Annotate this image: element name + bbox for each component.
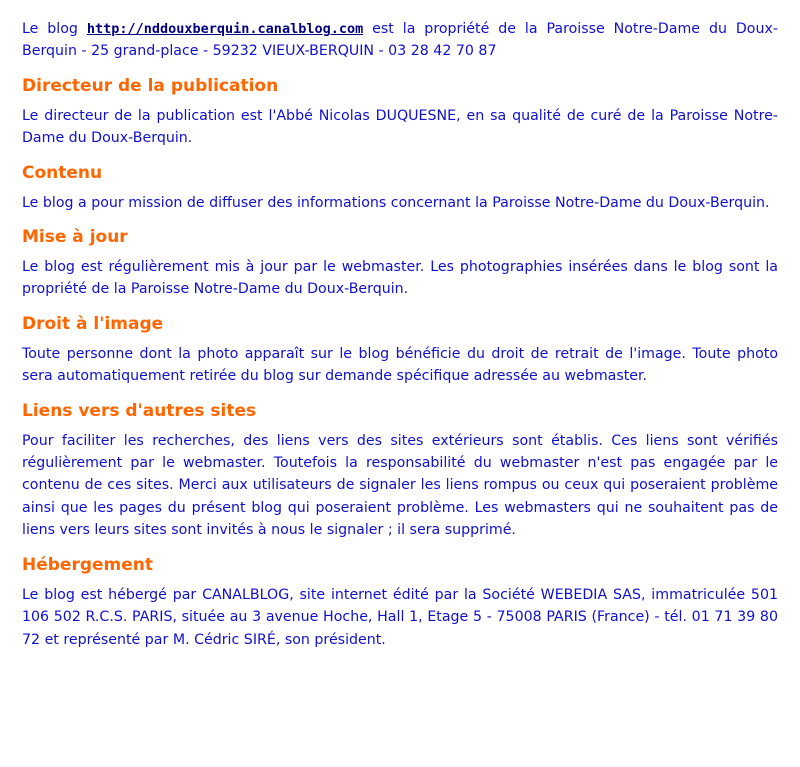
text-droit-image: Toute personne dont la photo apparaît sur le blog bénéficie du droit de retrait de l'image. Toute photo sera automatiquement retirée du blog sur demande spécifique adressée au webmaster. xyxy=(22,345,778,385)
intro-paragraph xyxy=(22,18,778,63)
heading-contenu: Contenu xyxy=(22,162,103,183)
intro-prefix: Le blog xyxy=(22,21,87,37)
intro-suffix: est la propriété de la Paroisse Notre-Dame du Doux-Berquin - 25 grand-place - 59232 VIEUX-BERQUIN - 03 28 42 70 87 xyxy=(22,21,778,60)
heading-mise-a-jour: Mise à jour xyxy=(22,227,128,248)
text-mise-a-jour: Le blog est régulièrement mis à jour par le webmaster. Les photographies insérées dans le blog sont la propriété de la Paroisse Notre-Dame du Doux-Berquin. xyxy=(22,259,778,298)
heading-directeur-publication: Directeur de la publication xyxy=(22,75,279,96)
heading-hebergement: Hébergement xyxy=(22,554,154,575)
heading-liens-autres-sites: Liens vers d'autres sites xyxy=(22,400,257,421)
blog-url-link[interactable]: http://nddouxberquin.canalblog.com xyxy=(86,21,364,37)
text-contenu: Le blog a pour mission de diffuser des informations concernant la Paroisse Notre-Dame du Doux-Berquin. xyxy=(22,194,770,211)
text-hebergement: Le blog est hébergé par CANALBLOG, site internet édité par la Société WEBEDIA SAS, immatriculée 501 106 502 R.C.S. PARIS, située au 3 avenue Hoche, Hall 1, Etage 5 - 75008 PARIS (France) - tél. 01 71 39 80 72 et représenté par M. Cédric SIRÉ, son président. xyxy=(22,586,778,648)
text-liens-autres-sites: Pour faciliter les recherches, des liens vers des sites extérieurs sont établis. Ces liens sont vérifiés régulièrement par le webmaster. Toutefois la responsabilité du webmaster n'est pas engagée par le contenu de ces sites. Merci aux utilisateurs de signaler les liens rompus ou ceux qui poseraient problème ainsi que les pages du présent blog qui poseraient problème. Les webmasters qui ne souhaitent pas de liens vers leurs sites sont invités à nous le signaler ; il sera supprimé. xyxy=(22,432,778,539)
text-directeur-publication: Le directeur de la publication est l'Abbé Nicolas DUQUESNE, en sa qualité de curé de la Paroisse Notre-Dame du Doux-Berquin. xyxy=(22,107,778,147)
heading-droit-image: Droit à l'image xyxy=(22,313,164,334)
